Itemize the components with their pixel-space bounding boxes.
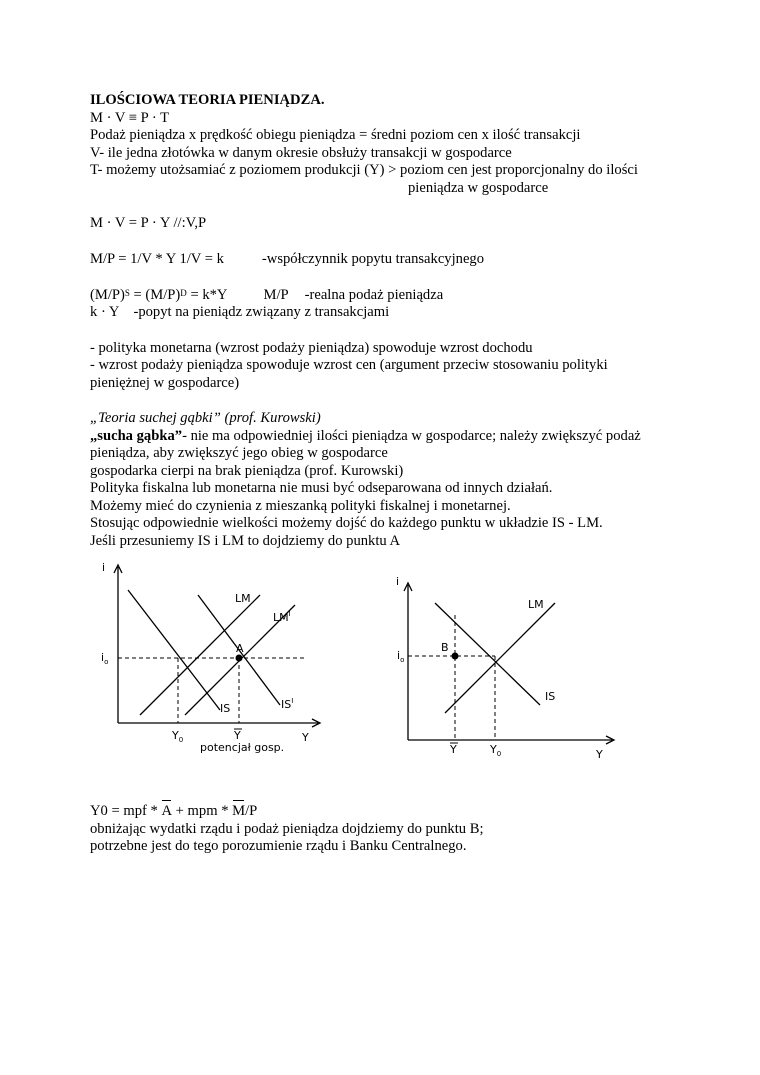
lm-curve xyxy=(445,603,555,713)
y0-label xyxy=(171,729,183,744)
text-line: pieniądza, aby zwiększyć jego obieg w gospodarce xyxy=(90,445,388,461)
equation-k-left: M/P = 1/V * Y 1/V = k xyxy=(90,251,224,267)
y0-sub: 0 xyxy=(496,750,502,758)
sponge-text: - nie ma odpowiedniej ilości pieniądza w gospodarce; należy zwiększyć podaż xyxy=(182,428,641,444)
eq-part: (M/P) xyxy=(90,287,125,303)
lm-label: LM xyxy=(528,598,544,611)
y0-label xyxy=(489,743,501,758)
point-a-label: A xyxy=(236,642,244,655)
eq-sup: D xyxy=(180,288,187,298)
sponge-term: „sucha gąbka” xyxy=(90,428,183,444)
y-axis-label: Y xyxy=(302,731,309,744)
bullet-line: - wzrost podaży pieniądza spowoduje wzrost cen (argument przeciw stosowaniu polityki xyxy=(90,357,608,373)
i0-sub: o xyxy=(400,656,405,664)
formula-part: + mpm * xyxy=(172,803,233,819)
equation-money-market xyxy=(90,287,443,304)
bullet-line: - polityka monetarna (wzrost podaży pieniądza) spowoduje wzrost dochodu xyxy=(90,340,533,356)
is-shift-text: IS xyxy=(281,698,292,711)
equation-k-desc: -współczynnik popytu transakcyjnego xyxy=(261,251,485,267)
formula-part: Y0 = mpf * xyxy=(90,803,162,819)
lm-shift-sup: I xyxy=(288,610,291,618)
eq-sup: S xyxy=(124,288,130,298)
eq-part: = k*Y xyxy=(186,287,228,303)
is-curve xyxy=(435,603,540,705)
text-line: obniżając wydatki rządu i podaż pieniądza dojdziemy do punktu B; xyxy=(90,821,484,837)
lm-shift-label xyxy=(273,610,291,624)
is-label: IS xyxy=(545,690,556,703)
point-b-marker xyxy=(452,653,459,660)
text-line: Podaż pieniądza x prędkość obiegu pieniądza = średni poziom cen x ilość transakcji xyxy=(90,127,581,143)
i-axis-label: i xyxy=(396,575,400,588)
eq-desc: -realna podaż pieniądza xyxy=(304,287,444,303)
i0-label xyxy=(101,651,108,666)
is-label: IS xyxy=(220,702,231,715)
text-line xyxy=(90,428,641,445)
is-lm-graph-b xyxy=(390,565,630,765)
i0-label xyxy=(397,649,404,664)
eq-part: k · Y xyxy=(90,304,120,320)
potential-label: potencjał gosp. xyxy=(200,741,285,754)
y0-sub: 0 xyxy=(178,736,184,744)
eq-desc: -popyt na pieniądz związany z transakcjami xyxy=(133,304,390,320)
eq-part: M/P xyxy=(263,287,289,303)
equation-exchange: M · V ≡ P · T xyxy=(90,110,170,126)
equation-ky xyxy=(90,304,389,321)
text-line: potrzebne jest do tego porozumienie rządu i Banku Centralnego. xyxy=(90,838,467,854)
formula-y0 xyxy=(90,803,257,820)
i0-sub: o xyxy=(104,658,109,666)
formula-abar: A xyxy=(161,803,173,819)
bullet-line: pieniężnej w gospodarce) xyxy=(90,375,240,391)
text-line: pieniądza w gospodarce xyxy=(408,180,549,196)
formula-part: /P xyxy=(245,803,258,819)
point-a-marker xyxy=(236,655,243,662)
y-axis-label: Y xyxy=(596,748,603,761)
page-title: ILOŚCIOWA TEORIA PIENIĄDZA. xyxy=(90,92,325,108)
ybar-label: Y xyxy=(450,743,457,756)
point-b-label: B xyxy=(441,641,449,654)
formula-mbar: M xyxy=(232,803,246,819)
text-line: T- możemy utożsamiać z poziomem produkcji (Y) > poziom cen jest proporcjonalny do ilości xyxy=(90,162,638,178)
is-shift-label xyxy=(281,697,293,711)
theory-heading: „Teoria suchej gąbki” (prof. Kurowski) xyxy=(90,410,321,426)
i-axis-label: i xyxy=(102,561,106,574)
is-lm-graph-a xyxy=(90,555,330,760)
i0-text: i xyxy=(397,649,401,662)
text-line: gospodarka cierpi na brak pieniądza (prof. Kurowski) xyxy=(90,463,404,479)
text-line: V- ile jedna złotówka w danym okresie obsłuży transakcji w gospodarce xyxy=(90,145,512,161)
text-line: Stosując odpowiednie wielkości możemy dojść do każdego punktu w układzie IS - LM. xyxy=(90,515,603,531)
y0-text: Y xyxy=(172,729,179,742)
eq-part: = (M/P) xyxy=(129,287,181,303)
i0-text: i xyxy=(101,651,105,664)
equation-quantity: M · V = P · Y //:V,P xyxy=(90,215,207,231)
lm-shift-text: LM xyxy=(273,611,289,624)
y0-text: Y xyxy=(490,743,497,756)
text-line: Możemy mieć do czynienia z mieszanką polityki fiskalnej i monetarnej. xyxy=(90,498,511,514)
lm-label: LM xyxy=(235,592,251,605)
ybar-label: Y xyxy=(234,729,241,742)
text-line: Polityka fiskalna lub monetarna nie musi być odseparowana od innych działań. xyxy=(90,480,553,496)
text-line: Jeśli przesuniemy IS i LM to dojdziemy do punktu A xyxy=(90,533,401,549)
equation-k xyxy=(90,251,484,268)
is-shift-sup: I xyxy=(291,697,294,705)
is-curve xyxy=(128,590,220,710)
